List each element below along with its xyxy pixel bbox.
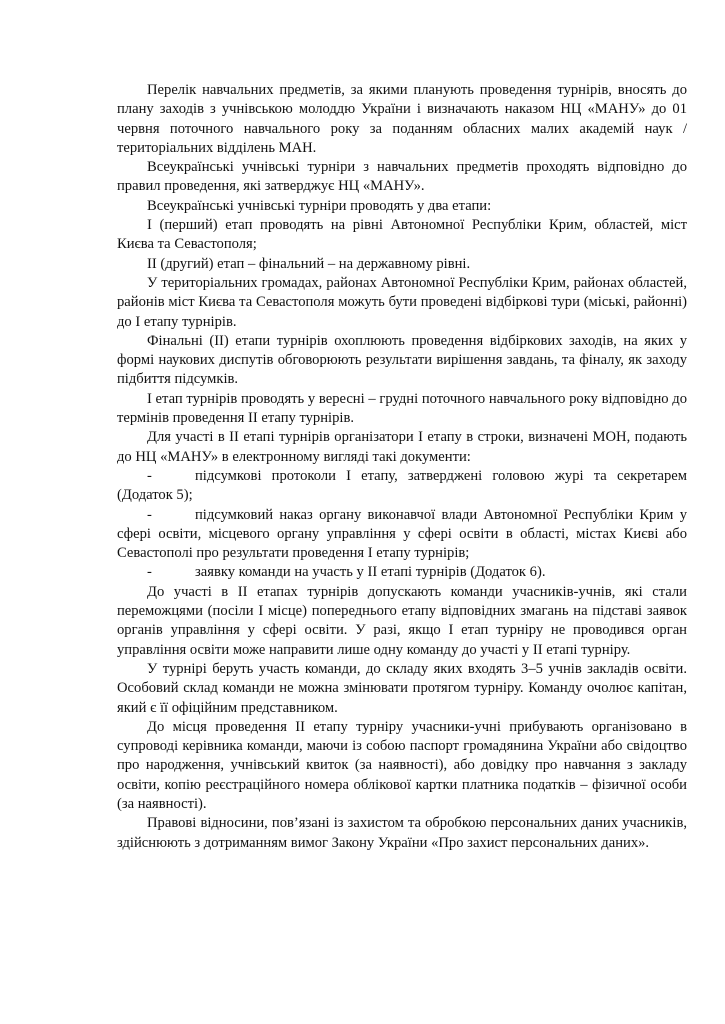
list-item-text: підсумкові протоколи I етапу, затверджені головою журі та секретарем (Додаток 5); bbox=[117, 467, 687, 504]
paragraph-two-stages: Всеукраїнські учнівські турніри проводять у два етапи: bbox=[147, 197, 492, 214]
paragraph-plan-subjects: Перелік навчальних предметів, за якими планують проведення турнірів, вносять до плану заходів з учнівською молоддю України і визначають наказом НЦ «МАНУ» до 01 червня поточного навчального року за поданням обласних малих академій наук / територіальних відділень МАН. bbox=[117, 82, 687, 156]
paragraph-selection-rounds: У територіальних громадах, районах Автономної Республіки Крим, районах областей, районів міст Києва та Севастополя можуть бути проведені відбіркові тури (міські, районні) до I етапу турнірів. bbox=[117, 274, 687, 330]
paragraph-documents-intro: Для участі в II етапі турнірів організатори I етапу в строки, визначені МОН, подають до НЦ «МАНУ» в електронному вигляді такі документи: bbox=[117, 429, 687, 465]
paragraph-second-stage: II (другий) етап – фінальний – на державному рівні. bbox=[147, 255, 471, 272]
list-item bbox=[117, 563, 687, 582]
list-item-text: заявку команди на участь у II етапі турнірів (Додаток 6). bbox=[195, 564, 546, 581]
paragraph-arrival: До місця проведення II етапу турніру учасники-учні прибувають організовано в супроводі керівника команди, маючи із собою паспорт громадянина України або свідоцтво про народження, учнівський квиток (за наявності), або довідку про навчання з закладу освіти, копію реєстраційного номера облікової картки платника податків – фізичної особи (за наявності). bbox=[117, 718, 687, 812]
paragraph-team-composition: У турнірі беруть участь команди, до складу яких входять 3–5 учнів закладів освіти. Особовий склад команди не можна змінювати протягом турніру. Команду очолює капітан, який є її офіційним представником. bbox=[117, 660, 687, 716]
list-item-text: підсумковий наказ органу виконавчої влади Автономної Республіки Крим у сфері освіти, місцевого органу управління у сфері освіти в області, містах Києві або Севастополі про результати проведення I етапу турнірів; bbox=[117, 506, 687, 562]
dash-marker: - bbox=[147, 564, 152, 581]
paragraph-personal-data: Правові відносини, пов’язані із захистом та обробкою персональних даних учасників, здійснюють з дотриманням вимог Закону України «Про захист персональних даних». bbox=[117, 815, 687, 851]
paragraph-first-stage-dates: I етап турнірів проводять у вересні – грудні поточного навчального року відповідно до термінів проведення II етапу турнірів. bbox=[117, 390, 687, 427]
dash-marker: - bbox=[147, 506, 152, 523]
dash-marker: - bbox=[147, 467, 152, 484]
paragraph-admission: До участі в II етапах турнірів допускають команди учасників-учнів, які стали переможцями (посіли I місце) попереднього етапу відповідних змагань на підставі заявок органів управління у сфері освіти. У разі, якщо I етап турніру не проводився орган управління освіти може направити лише одну команду до участі у II етапі турніру. bbox=[117, 583, 687, 658]
paragraph-first-stage: I (перший) етап проводять на рівні Автономної Республіки Крим, областей, міст Києва та Севастополя; bbox=[117, 217, 687, 253]
list-item bbox=[117, 467, 687, 506]
paragraph-final-stages: Фінальні (II) етапи турнірів охоплюють проведення відбіркових заходів, на яких у формі наукових диспутів обговорюють результати вирішення завдань, та фіналу, як заходу підбиття підсумків. bbox=[117, 332, 687, 388]
paragraph-rules: Всеукраїнські учнівські турніри з навчальних предметів проходять відповідно до правил проведення, які затверджує НЦ «МАНУ». bbox=[117, 159, 687, 195]
list-item bbox=[117, 506, 687, 564]
document-page bbox=[117, 81, 687, 853]
